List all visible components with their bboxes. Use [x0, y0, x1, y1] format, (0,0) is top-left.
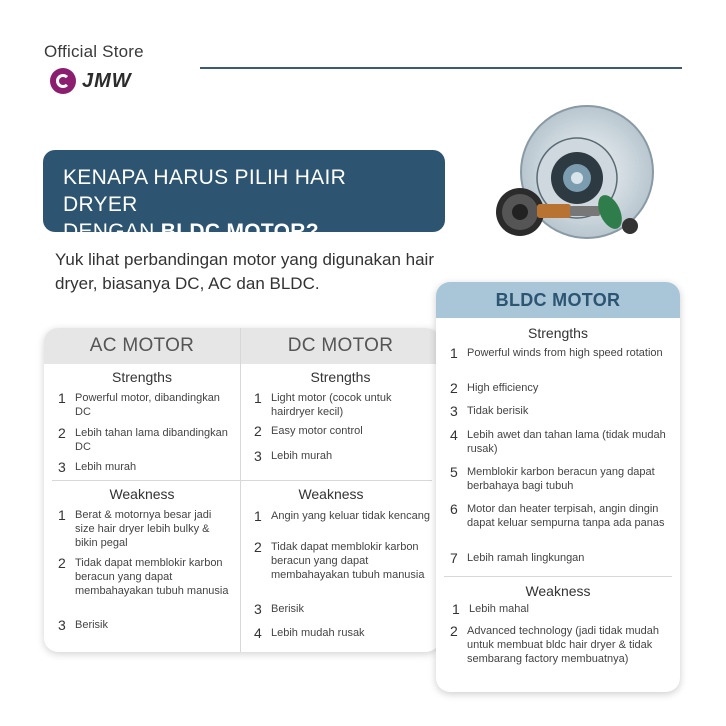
headline-line-2	[63, 218, 425, 245]
header-divider	[200, 67, 682, 69]
dc-strength-item: 1 Light motor (cocok untuk hairdryer kecil)	[254, 390, 392, 418]
ac-dc-comparison-card	[44, 328, 440, 652]
dc-weakness-item: 4 Lebih mudah rusak	[254, 625, 365, 641]
dc-weakness-item: 1 Angin yang keluar tidak kencang	[254, 508, 430, 524]
dc-weakness-item: 2 Tidak dapat memblokir karbon beracun yang dapat membahayakan tubuh manusia	[254, 539, 425, 581]
ac-strength-item: 1 Powerful motor, dibandingkan DC	[58, 390, 220, 418]
bldc-motor-card	[436, 282, 680, 692]
dc-strengths-title: Strengths	[310, 369, 371, 385]
headline-line-2-bold: BLDC MOTOR?	[160, 220, 319, 243]
ac-weakness-title: Weakness	[109, 486, 175, 502]
bldc-weakness-item: 1 Lebih mahal	[452, 601, 529, 617]
bldc-strength-item: 4 Lebih awet dan tahan lama (tidak mudah rusak)	[450, 427, 666, 455]
bldc-strength-item: 5 Memblokir karbon beracun yang dapat berbahaya bagi tubuh	[450, 464, 655, 492]
bldc-strength-item: 3 Tidak berisik	[450, 403, 529, 419]
dc-strength-item: 2 Easy motor control	[254, 423, 363, 439]
headline-line-1: KENAPA HARUS PILIH HAIR DRYER	[63, 166, 347, 216]
dc-weakness-item: 3 Berisik	[254, 601, 305, 617]
bldc-weakness-item: 2 Advanced technology (jadi tidak mudah untuk membuat bldc hair dryer & tidak sembarang factory membuatnya)	[450, 623, 660, 665]
bldc-strengths-title: Strengths	[528, 325, 588, 341]
ac-weakness-item: 2 Tidak dapat memblokir karbon beracun yang dapat membahayakan tubuh manusia	[58, 555, 229, 597]
bldc-strength-item: 7 Lebih ramah lingkungan	[450, 550, 585, 566]
ac-weakness-item: 3 Berisik	[58, 617, 109, 633]
headline-line-2-prefix: DENGAN	[63, 220, 161, 243]
ac-weakness-item: 1 Berat & motornya besar jadi size hair dryer lebih bulky & bikin pegal	[58, 507, 212, 549]
bldc-strength-item: 2 High efficiency	[450, 380, 539, 396]
ac-strength-item: 2 Lebih tahan lama dibandingkan DC	[58, 425, 228, 453]
bldc-strength-item: 1 Powerful winds from high speed rotation	[450, 345, 663, 361]
bldc-motor-header: BLDC MOTOR	[436, 282, 680, 318]
logo-text: JMW	[82, 69, 132, 92]
dc-motor-header: DC MOTOR	[241, 328, 440, 364]
dc-weakness-title: Weakness	[298, 486, 364, 502]
ac-strengths-title: Strengths	[112, 369, 172, 385]
hair-dryer-motor-illustration	[482, 100, 662, 275]
ac-strength-item: 3 Lebih murah	[58, 459, 137, 475]
official-store-label: Official Store	[44, 42, 144, 61]
intro-text: Yuk lihat perbandingan motor yang digunakan hair dryer, biasanya DC, AC dan BLDC.	[55, 250, 434, 293]
ac-motor-header: AC MOTOR	[44, 328, 240, 364]
section-divider	[52, 480, 432, 481]
bldc-strength-item: 6 Motor dan heater terpisah, angin dingin dapat keluar sempurna tanpa ada panas	[450, 501, 665, 529]
brand-logo	[50, 68, 132, 94]
jmw-logo-icon	[50, 68, 76, 94]
headline-banner	[43, 150, 445, 243]
bldc-section-divider	[444, 576, 672, 577]
dc-strength-item: 3 Lebih murah	[254, 448, 333, 464]
bldc-weakness-title: Weakness	[525, 583, 591, 599]
